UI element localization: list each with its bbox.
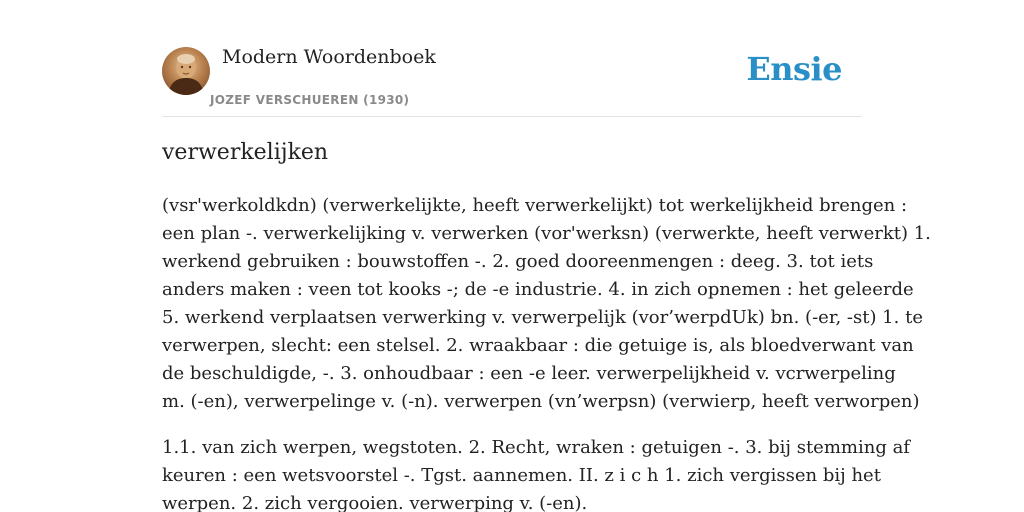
definition-line: werpen. 2. zich vergooien. verwerping v. (-en). — [162, 493, 588, 512]
author-label: JOZEF VERSCHUEREN (1930) — [210, 93, 410, 107]
definition-line: werkend gebruiken : bouwstoffen -. 2. goed dooreenmengen : deeg. 3. tot iets — [162, 251, 874, 272]
definition-line: een plan -. verwerkelijking v. verwerken (vor'werksn) (verwerkte, heeft verwerkt) 1. — [162, 223, 931, 244]
definition-line: keuren : een wetsvoorstel -. Tgst. aannemen. II. z i c h 1. zich vergissen bij het — [162, 465, 881, 486]
entry-headword: verwerkelijken — [162, 140, 329, 165]
definition-line: 1.1. van zich werpen, wegstoten. 2. Recht, wraken : getuigen -. 3. bij stemming af — [162, 437, 910, 458]
definition-line: m. (-en), verwerpelinge v. (-n). verwerpen (vn’werpsn) (verwierp, heeft verworpen) — [162, 391, 920, 412]
avatar — [162, 47, 210, 95]
definition-line: verwerpen, slecht: een stelsel. 2. wraakbaar : die getuige is, als bloedverwant van — [162, 335, 914, 356]
definition-line: 5. werkend verplaatsen verwerking v. verwerpelijk (vor’werpdUk) bn. (-er, -st) 1. te — [162, 307, 923, 328]
definition-line: (vsr'werkoldkdn) (verwerkelijkte, heeft verwerkelijkt) tot werkelijkheid brengen : — [162, 195, 908, 216]
definition-line: anders maken : veen tot kooks -; de -e industrie. 4. in zich opnemen : het geleerde — [162, 279, 914, 300]
author-portrait-icon — [162, 47, 210, 95]
book-title[interactable]: Modern Woordenboek — [222, 46, 436, 68]
header — [162, 46, 862, 117]
definition-paragraph — [162, 192, 931, 416]
definition-paragraph — [162, 434, 910, 512]
brand-logo[interactable]: Ensie — [746, 50, 842, 88]
entry-definition — [162, 192, 931, 512]
definition-line: de beschuldigde, -. 3. onhoudbaar : een -e leer. verwerpelijkheid v. vcrwerpeling — [162, 363, 896, 384]
